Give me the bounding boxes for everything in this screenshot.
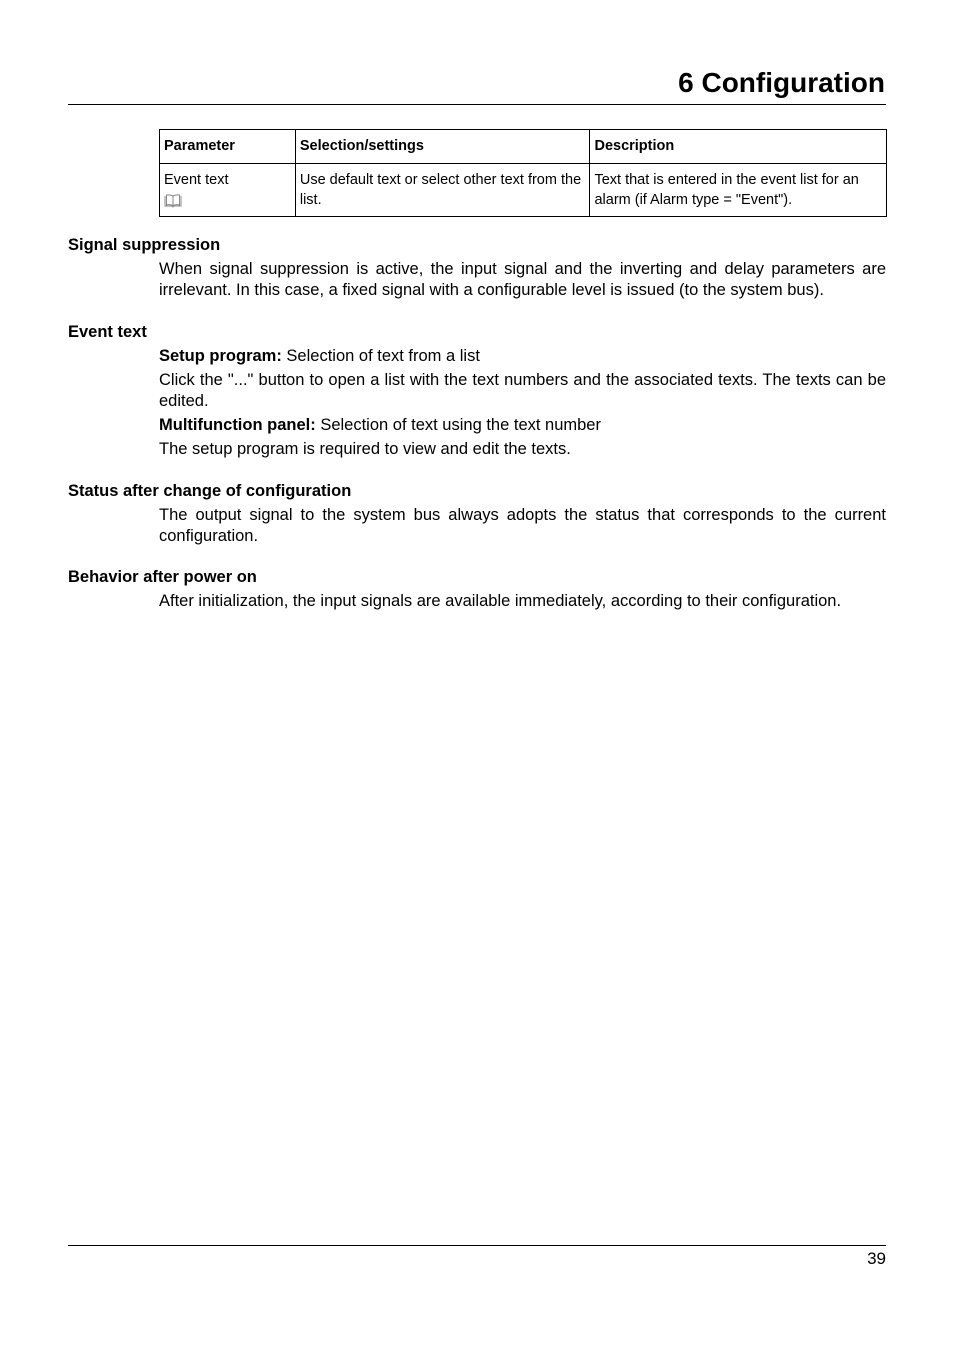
parameter-table bbox=[159, 129, 887, 217]
cell-description: Text that is entered in the event list for an alarm (if Alarm type = "Event"). bbox=[590, 164, 887, 217]
behavior-after-power-on-text: After initialization, the input signals are available immediately, according to their configuration. bbox=[159, 592, 842, 610]
setup-program-label: Setup program: bbox=[159, 347, 282, 365]
header-parameter: Parameter bbox=[160, 130, 296, 164]
setup-program-line bbox=[159, 346, 886, 367]
cell-selection: Use default text or select other text from the list. bbox=[295, 164, 590, 217]
multifunction-panel-label: Multifunction panel: bbox=[159, 416, 316, 434]
status-after-change-text: The output signal to the system bus always adopts the status that corresponds to the current configuration. bbox=[159, 506, 886, 545]
page-number: 39 bbox=[867, 1249, 886, 1268]
section-status-after-change bbox=[68, 481, 886, 547]
multifunction-panel-text: Selection of text using the text number bbox=[315, 416, 601, 434]
footer-rule bbox=[68, 1245, 886, 1246]
page-title: 6 Configuration bbox=[678, 67, 885, 98]
book-icon bbox=[164, 194, 182, 208]
event-text-heading: Event text bbox=[68, 323, 147, 341]
setup-required-text: The setup program is required to view and edit the texts. bbox=[159, 440, 571, 458]
behavior-after-power-on-heading: Behavior after power on bbox=[68, 568, 257, 586]
multifunction-panel-line bbox=[159, 415, 886, 436]
setup-program-text: Selection of text from a list bbox=[281, 347, 480, 365]
cell-parameter bbox=[160, 164, 296, 217]
click-button-text: Click the "..." button to open a list with the text numbers and the associated texts. The texts can be edited. bbox=[159, 371, 886, 410]
signal-suppression-text: When signal suppression is active, the input signal and the inverting and delay parameters are irrelevant. In this case, a fixed signal with a configurable level is issued (to the system bus). bbox=[159, 260, 886, 299]
section-signal-suppression bbox=[68, 235, 886, 301]
table-row bbox=[160, 164, 887, 217]
signal-suppression-heading: Signal suppression bbox=[68, 236, 221, 254]
header-rule bbox=[68, 104, 886, 105]
table-header-row bbox=[160, 130, 887, 164]
cell-parameter-text: Event text bbox=[164, 172, 229, 188]
header-description: Description bbox=[590, 130, 887, 164]
status-after-change-heading: Status after change of configuration bbox=[68, 482, 352, 500]
header-selection-settings: Selection/settings bbox=[295, 130, 590, 164]
section-event-text bbox=[68, 322, 886, 460]
section-behavior-after-power-on bbox=[68, 567, 886, 612]
